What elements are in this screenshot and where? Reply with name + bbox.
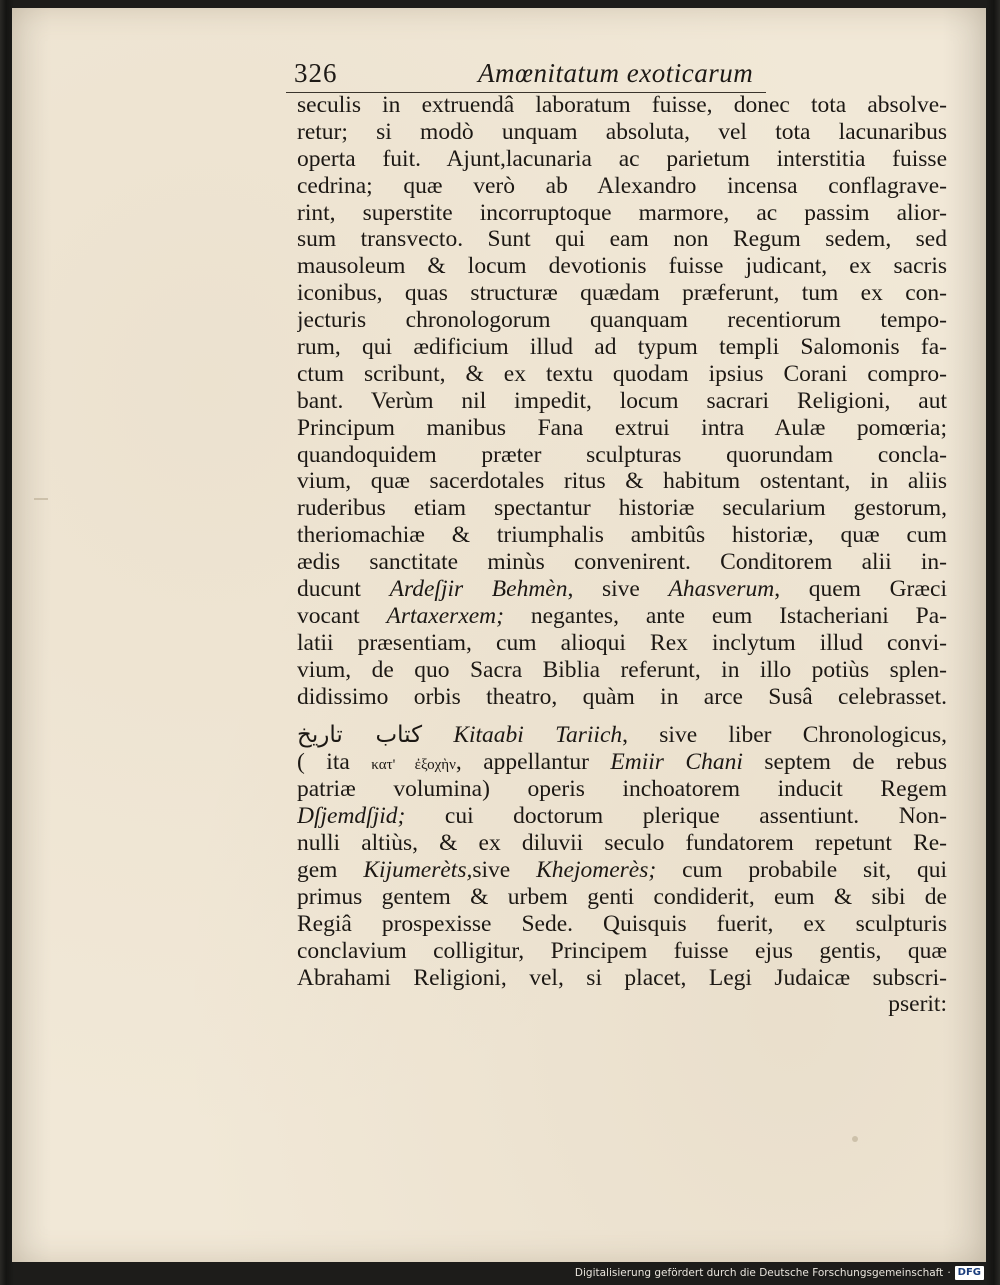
name-emiir-chani: Emiir Chani: [610, 749, 743, 776]
text-line: seculis in extruendâ laboratum fuisse, donec tota absolve-: [297, 92, 947, 118]
text-line-last: pserit:: [888, 991, 947, 1018]
text-line: quandoquidem præter sculpturas quorundam concla-: [297, 441, 947, 468]
page-mark: [852, 1136, 858, 1142]
text-line: vium, de quo Sacra Biblia referunt, in illo potiùs splen-: [297, 656, 947, 683]
text-line: ctum scribunt, & ex textu quodam ipsius Corani compro-: [297, 360, 947, 387]
text-line: ( ita κατ' ἐξοχὴν, appellantur Emiir Chani septem de rebus: [297, 749, 947, 776]
text-line: retur; si modò unquam absoluta, vel tota lacunaribus: [297, 118, 947, 145]
running-title: Amœnitatum exoticarum: [478, 58, 754, 88]
running-head: [278, 58, 778, 94]
name-kijumerets: Kijumerèts,: [363, 856, 473, 883]
text-line: Regiâ prospexisse Sede. Quisquis fuerit, ex sculpturis: [297, 910, 947, 937]
digitization-credit: Digitalisierung gefördert durch die Deutsche Forschungsgemeinschaft · DFG: [575, 1264, 984, 1282]
text-line: patriæ volumina) operis inchoatorem inducit Regem: [297, 776, 947, 803]
text-line: ducunt Ardeſjir Behmèn, sive Ahasverum, quem Græci: [297, 576, 947, 603]
arabic-title: كتاب تاريخ: [297, 722, 423, 749]
text-line: jecturis chronologorum quanquam recentiorum tempo-: [297, 307, 947, 334]
text-line: mausoleum & locum devotionis fuisse judicant, ex sacris: [297, 253, 947, 280]
name-khejomeres: Khejomerès;: [536, 856, 657, 883]
text-line: rint, superstite incorruptoque marmore, ac passim alior-: [297, 199, 947, 226]
greek-phrase: κατ' ἐξοχὴν: [371, 757, 456, 774]
text-line: Abrahami Religioni, vel, si placet, Legi Judaicæ subscri-: [297, 964, 947, 991]
body-text: [297, 92, 947, 1018]
text-line: conclavium colligitur, Principem fuisse ejus gentis, quæ: [297, 937, 947, 964]
text-line: vocant Artaxerxem; negantes, ante eum Istacheriani Pa-: [297, 602, 947, 629]
text-line: primus gentem & urbem genti condiderit, eum & sibi de: [297, 883, 947, 910]
text-line: ædis sanctitate minùs convenirent. Conditorem alii in-: [297, 549, 947, 576]
text-line: nulli altiùs, & ex diluvii seculo fundatorem repetunt Re-: [297, 830, 947, 857]
text-line: Principum manibus Fana extrui intra Aulæ pomœria;: [297, 414, 947, 441]
text-line: كتاب تاريخ Kitaabi Tariich, sive liber Chronologicus,: [297, 722, 947, 749]
page-number: 326: [294, 58, 338, 88]
name-artaxerxes: Artaxerxem;: [386, 602, 504, 629]
name-ardesjir: Ardeſjir Behmèn: [389, 576, 568, 603]
page-mark: [34, 498, 48, 500]
text-line: gem Kijumerèts,sive Khejomerès; cum probabile sit, qui: [297, 856, 947, 883]
title-kitaabi-tariich: Kitaabi Tariich: [453, 722, 623, 749]
text-line: latii præsentiam, cum alioqui Rex inclytum illud convi-: [297, 629, 947, 656]
text-line: didissimo orbis theatro, quàm in arce Susâ celebrasset.: [297, 683, 947, 710]
text-line: vium, quæ sacerdotales ritus & habitum ostentant, in aliis: [297, 468, 947, 495]
name-ahasverus: Ahasverum: [668, 576, 775, 603]
dfg-logo-icon: DFG: [955, 1266, 984, 1280]
text-line: iconibus, quas structuræ quædam præferunt, tum ex con-: [297, 280, 947, 307]
text-line: sum transvecto. Sunt qui eam non Regum sedem, sed: [297, 226, 947, 253]
text-line: operta fuit. Ajunt,lacunaria ac parietum interstitia fuisse: [297, 145, 947, 172]
text-line: Dſjemdſjid; cui doctorum plerique assentiunt. Non-: [297, 803, 947, 830]
text-line: theriomachiæ & triumphalis ambitûs historiæ, quæ cum: [297, 522, 947, 549]
text-line: cedrina; quæ verò ab Alexandro incensa conflagrave-: [297, 172, 947, 199]
text-line: bant. Verùm nil impedit, locum sacrari Religioni, aut: [297, 387, 947, 414]
text-line: ruderibus etiam spectantur historiæ secularium gestorum,: [297, 495, 947, 522]
name-dsjemdsjid: Dſjemdſjid;: [297, 803, 406, 830]
text-line: rum, qui ædificium illud ad typum templi Salomonis fa-: [297, 334, 947, 361]
credit-text: Digitalisierung gefördert durch die Deutsche Forschungsgemeinschaft: [574, 1267, 944, 1279]
